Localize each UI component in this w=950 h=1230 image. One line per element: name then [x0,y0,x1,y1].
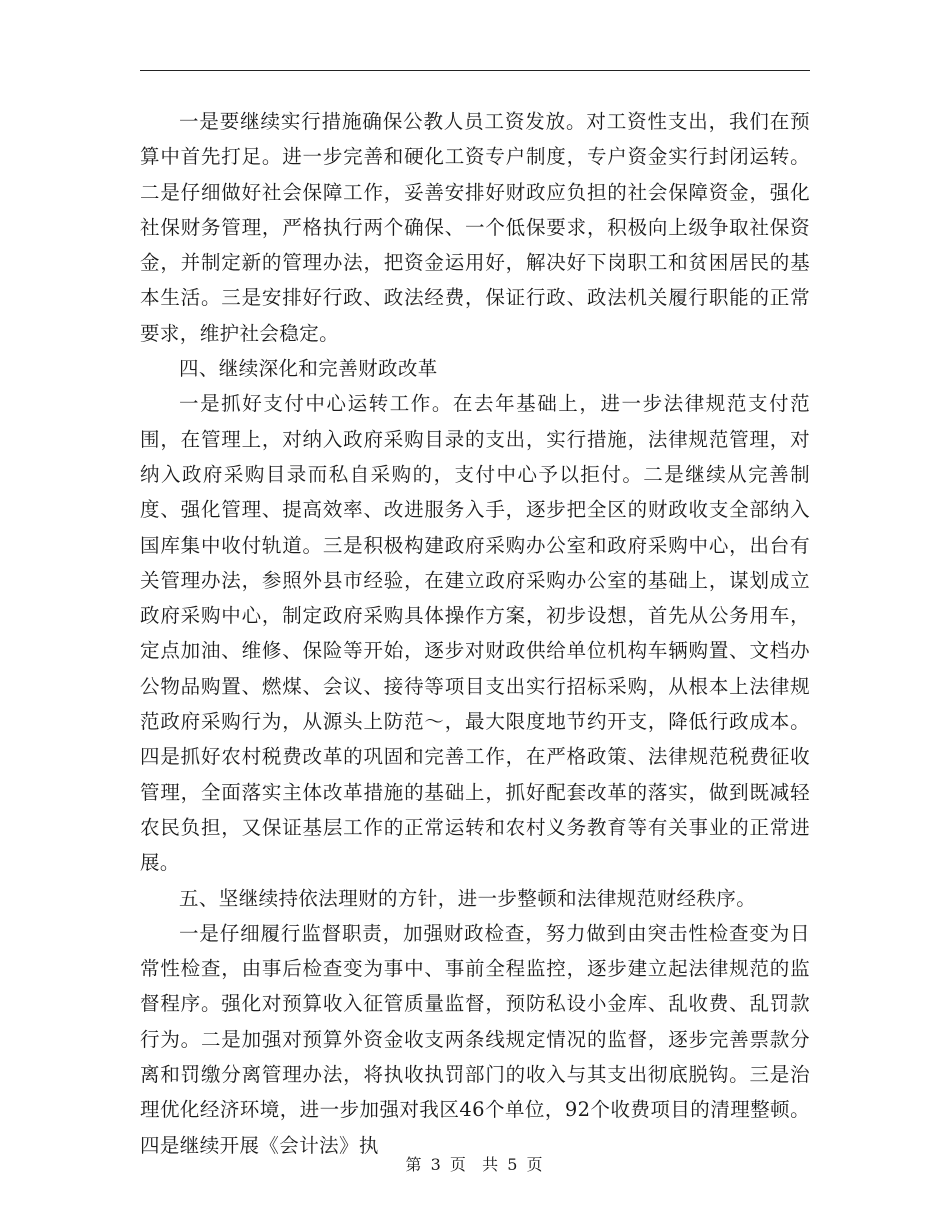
page-number: 3 [430,1155,443,1174]
paragraph-3: 一是仔细履行监督职责，加强财政检查，努力做到由突击性检查变为日常性检查，由事后检查变为事中、事前全程监控，逐步建立起法律规范的监督程序。强化对预算收入征管质量监督，预防私设小金库、乱收费、乱罚款行为。二是加强对预算外资金收支两条线规定情况的监督，逐步完善票款分离和罚缴分离管理办法，将执收执罚部门的收入与其支出彻底脱钩。三是治理优化经济环境，进一步加强对我区46个单位，92个收费项目的清理整顿。四是继续开展《会计法》执 [140,921,810,1157]
footer-prefix: 第 [405,1155,424,1174]
section-heading-5: 五、坚继续持依法理财的方针，进一步整顿和法律规范财经秩序。 [179,886,757,910]
document-body [140,104,810,1163]
section-heading-4: 四、继续深化和完善财政改革 [179,357,438,381]
paragraph-2: 一是抓好支付中心运转工作。在去年基础上，进一步法律规范支付范围，在管理上，对纳入政府采购目录的支出，实行措施，法律规范管理，对纳入政府采购目录而私自采购的，支付中心予以拒付。二是继续从完善制度、强化管理、提高效率、改进服务入手，逐步把全区的财政收支全部纳入国库集中收付轨道。三是积极构建政府采购办公室和政府采购中心，出台有关管理办法，参照外县市经验，在建立政府采购办公室的基础上，谋划成立政府采购中心，制定政府采购具体操作方案，初步设想，首先从公务用车，定点加油、维修、保险等开始，逐步对财政供给单位机构车辆购置、文档办公物品购置、燃煤、会议、接待等项目支出实行招标采购，从根本上法律规范政府采购行为，从源头上防范～，最大限度地节约开支，降低行政成本。四是抓好农村税费改革的巩固和完善工作，在严格政策、法律规范税费征收管理，全面落实主体改革措施的基础上，抓好配套改革的落实，做到既减轻农民负担，又保证基层工作的正常运转和农村义务教育等有关事业的正常进展。 [140,392,810,875]
header-rule [140,70,810,71]
footer-suffix: 页 [526,1155,545,1174]
page-footer [0,1155,950,1175]
total-pages: 5 [507,1155,520,1174]
paragraph-1: 一是要继续实行措施确保公教人员工资发放。对工资性支出，我们在预算中首先打足。进一步完善和硬化工资专户制度，专户资金实行封闭运转。二是仔细做好社会保障工作，妥善安排好财政应负担的社会保障资金，强化社保财务管理，严格执行两个确保、一个低保要求，积极向上级争取社保资金，并制定新的管理办法，把资金运用好，解决好下岗职工和贫困居民的基本生活。三是安排好行政、政法经费，保证行政、政法机关履行职能的正常要求，维护社会稳定。 [140,110,810,345]
footer-mid: 页 共 [449,1155,501,1174]
